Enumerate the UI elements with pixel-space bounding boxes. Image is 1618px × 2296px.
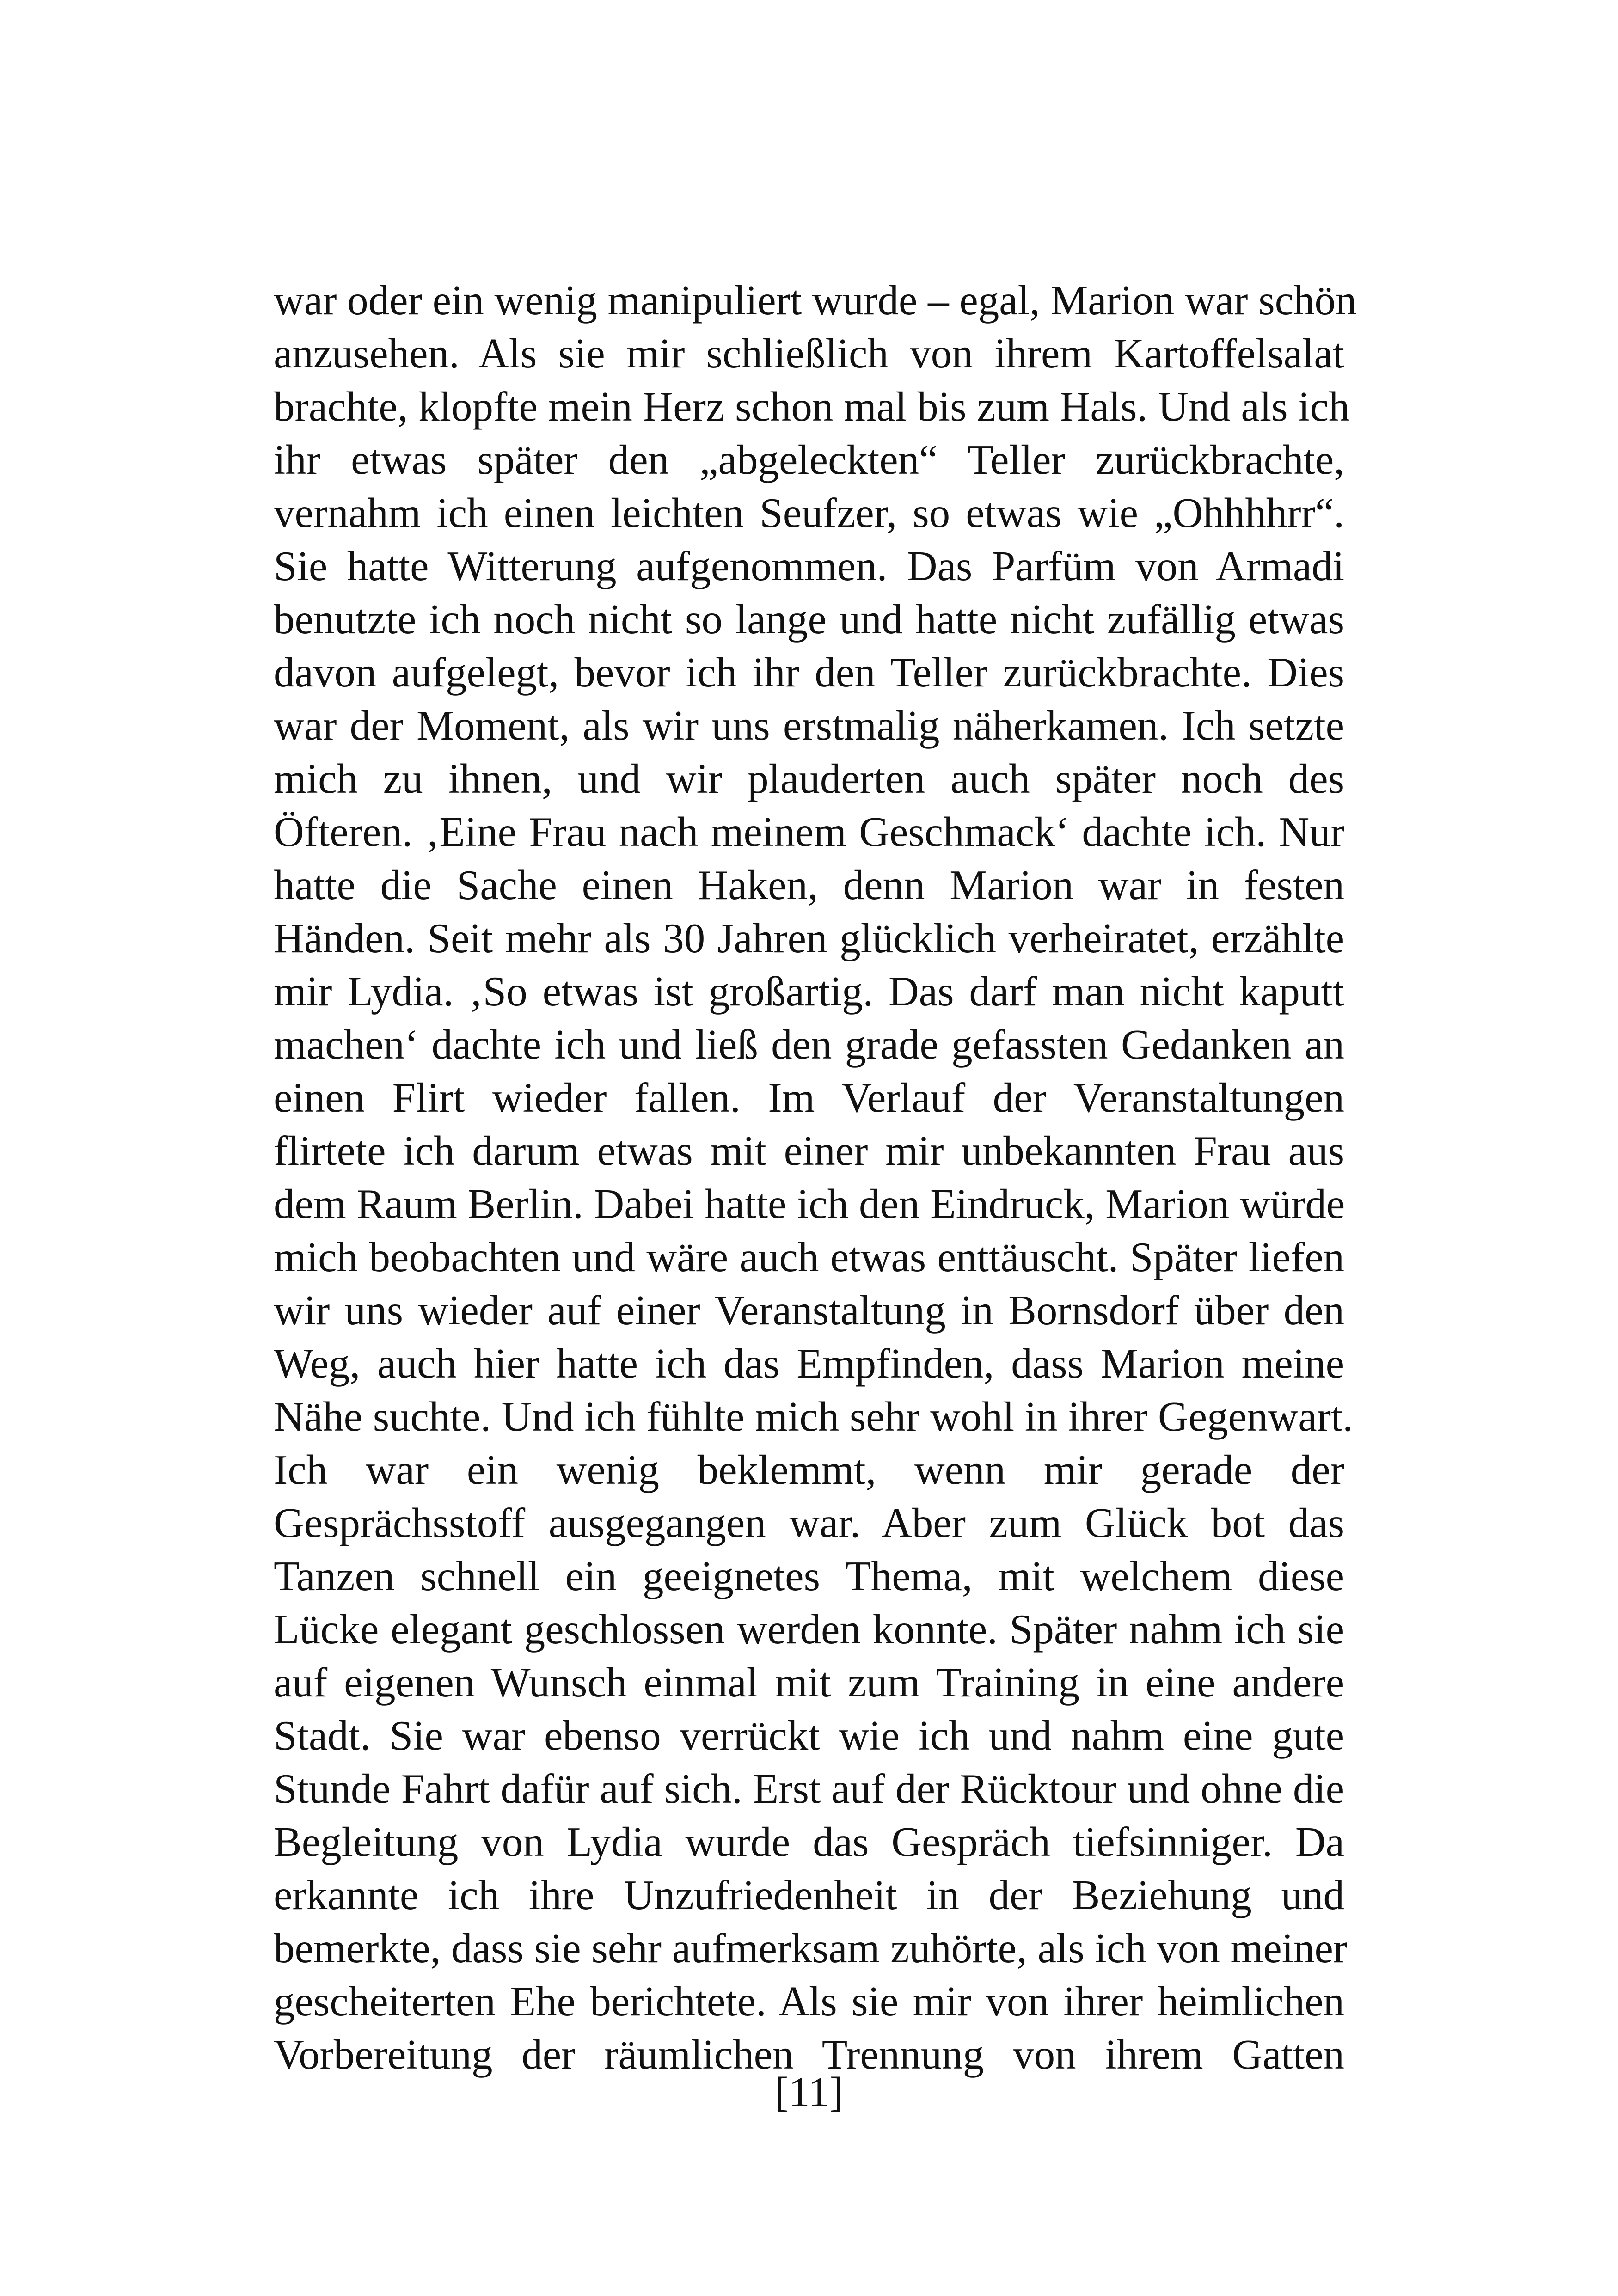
text-line: Weg, auch hier hatte ich das Empfinden, dass Marion meine [274, 1340, 1344, 1387]
text-line: hatte die Sache einen Haken, denn Marion war in festen [274, 862, 1344, 908]
text-line: brachte, klopfte mein Herz schon mal bis zum Hals. Und als ich [274, 383, 1350, 430]
text-line: Nähe suchte. Und ich fühlte mich sehr wohl in ihrer Gegenwart. [274, 1393, 1353, 1440]
text-line: Begleitung von Lydia wurde das Gespräch tiefsinniger. Da [274, 1818, 1344, 1865]
text-line: erkannte ich ihre Unzufriedenheit in der Beziehung und [274, 1872, 1344, 1918]
text-line: vernahm ich einen leichten Seufzer, so etwas wie „Ohhhhrr“. [274, 490, 1344, 536]
text-line: war der Moment, als wir uns erstmalig näherkamen. Ich setzte [274, 702, 1344, 749]
text-line: flirtete ich darum etwas mit einer mir unbekannten Frau aus [274, 1127, 1344, 1174]
text-line: Gesprächsstoff ausgegangen war. Aber zum Glück bot das [274, 1500, 1344, 1546]
text-line: machen‘ dachte ich und ließ den grade gefassten Gedanken an [274, 1021, 1344, 1068]
text-line: wir uns wieder auf einer Veranstaltung in Bornsdorf über den [274, 1287, 1344, 1334]
text-line: Lücke elegant geschlossen werden konnte. Später nahm ich sie [274, 1606, 1344, 1653]
text-line: war oder ein wenig manipuliert wurde – egal, Marion war schön [274, 277, 1357, 324]
text-line: Stadt. Sie war ebenso verrückt wie ich und nahm eine gute [274, 1712, 1344, 1759]
body-text [274, 274, 1357, 2081]
text-line: auf eigenen Wunsch einmal mit zum Training in eine andere [274, 1659, 1344, 1706]
text-line: Händen. Seit mehr als 30 Jahren glücklich verheiratet, erzählte [274, 915, 1344, 961]
text-line: gescheiterten Ehe berichtete. Als sie mir von ihrer heimlichen [274, 1978, 1344, 2025]
text-line: Stunde Fahrt dafür auf sich. Erst auf der Rücktour und ohne die [274, 1765, 1344, 1812]
text-line: anzusehen. Als sie mir schließlich von ihrem Kartoffelsalat [274, 330, 1344, 377]
text-line: Ich war ein wenig beklemmt, wenn mir gerade der [274, 1446, 1344, 1493]
text-line: dem Raum Berlin. Dabei hatte ich den Eindruck, Marion würde [274, 1181, 1345, 1227]
text-line: davon aufgelegt, bevor ich ihr den Teller zurückbrachte. Dies [274, 649, 1344, 696]
text-line: Öfteren. ‚Eine Frau nach meinem Geschmack‘ dachte ich. Nur [274, 808, 1344, 855]
text-line: Vorbereitung der räumlichen Trennung von ihrem Gatten [274, 2031, 1344, 2078]
page-number: [11] [774, 2069, 844, 2115]
text-line: mich zu ihnen, und wir plauderten auch später noch des [274, 755, 1344, 802]
text-line: mich beobachten und wäre auch etwas enttäuscht. Später liefen [274, 1234, 1344, 1280]
text-line: ihr etwas später den „abgeleckten“ Teller zurückbrachte, [274, 436, 1344, 483]
text-line: mir Lydia. ‚So etwas ist großartig. Das darf man nicht kaputt [274, 968, 1344, 1015]
text-line: Tanzen schnell ein geeignetes Thema, mit welchem diese [274, 1553, 1344, 1599]
text-line: bemerkte, dass sie sehr aufmerksam zuhörte, als ich von meiner [274, 1925, 1348, 1971]
text-line: einen Flirt wieder fallen. Im Verlauf der Veranstaltungen [274, 1074, 1344, 1121]
text-line: Sie hatte Witterung aufgenommen. Das Parfüm von Armadi [274, 543, 1344, 589]
text-line: benutzte ich noch nicht so lange und hatte nicht zufällig etwas [274, 596, 1344, 643]
